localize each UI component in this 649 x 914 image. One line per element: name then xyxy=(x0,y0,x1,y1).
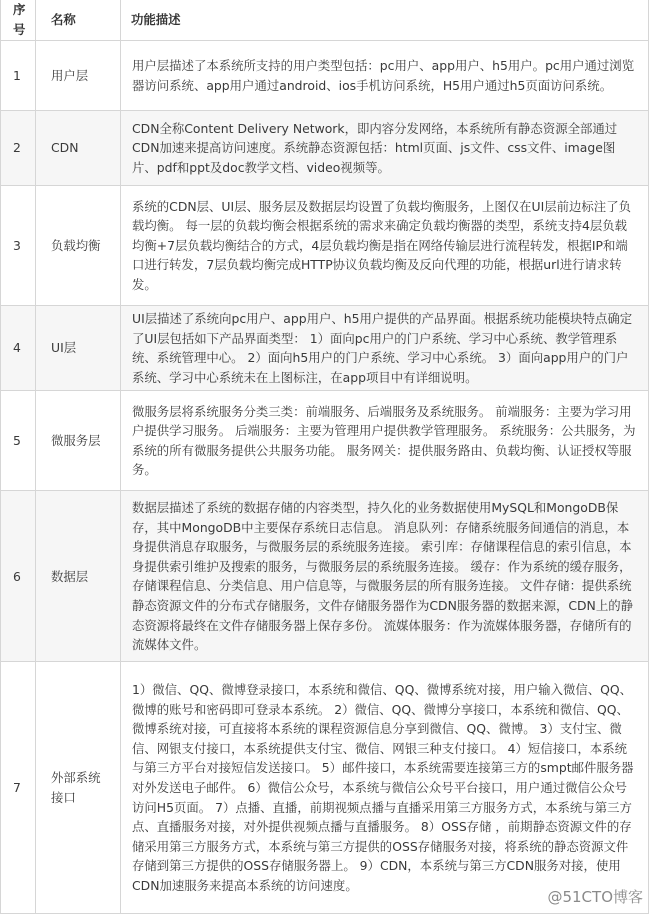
table-row xyxy=(1,391,649,491)
row-name: CDN xyxy=(36,111,121,186)
header-desc: 功能描述 xyxy=(121,0,649,41)
row-seq: 4 xyxy=(1,306,36,391)
row-desc: 系统的CDN层、UI层、服务层及数据层均设置了负载均衡服务，上图仅在UI层前边标注了负载均衡。 每一层的负载均衡会根据系统的需求来确定负载均衡器的类型，系统支持4层负载均衡+7层负载均衡结合的方式，4层负载均衡是指在网络传输层进行流程转发，根据IP和端口进行转发，7层负载均衡完成HTTP协议负载均衡及反向代理的功能，根据url进行请求转发。 xyxy=(121,186,649,306)
table-row xyxy=(1,491,649,662)
watermark: @51CTO博客 xyxy=(547,888,643,906)
row-desc: 微服务层将系统服务分类三类：前端服务、后端服务及系统服务。 前端服务：主要为学习用户提供学习服务。 后端服务：主要为管理用户提供教学管理服务。 系统服务：公共服务，为系统的所有微服务提供公共服务功能。 服务网关：提供服务路由、负载均衡、认证授权等服务。 xyxy=(121,391,649,491)
header-name: 名称 xyxy=(36,0,121,41)
row-desc: CDN全称Content Delivery Network，即内容分发网络，本系统所有静态资源全部通过CDN加速来提高访问速度。系统静态资源包括：html页面、js文件、css文件、image图片、pdf和ppt及doc教学文档、video视频等。 xyxy=(121,111,649,186)
row-seq: 5 xyxy=(1,391,36,491)
table-row xyxy=(1,186,649,306)
table-header-row xyxy=(1,0,649,41)
row-desc: 1）微信、QQ、微博登录接口，本系统和微信、QQ、微博系统对接，用户输入微信、QQ、微博的账号和密码即可登录本系统。 2）微信、QQ、微博分享接口，本系统和微信、QQ、微博系统对接，可直接将本系统的课程资源信息分享到微信、QQ、微博。 3）支付宝、微信、网银支付接口，本系统提供支付宝、微信、网银三种支付接口。 4）短信接口，本系统与第三方平台对接短信发送接口。 5）邮件接口，本系统需要连接第三方的smpt邮件服务器对外发送电子邮件。 6）微信公众号，本系统与微信公众号平台接口，用户通过微信公众号访问H5页面。 7）点播、直播，前期视频点播与直播采用第三方服务方式，本系统与第三方点、直播服务对接，对外提供视频点播与直播服务。 8）OSS存储 ，前期静态资源文件的存储采用第三方服务方式，本系统与第三方提供的OSS存储服务对接，将系统的静态资源文件存储到第三方提供的OSS存储服务器上。 9）CDN，本系统与第三方CDN服务对接，使用CDN加速服务来提高本系统的访问速度。 xyxy=(121,662,649,914)
row-seq: 2 xyxy=(1,111,36,186)
table-row xyxy=(1,306,649,391)
row-name: 数据层 xyxy=(36,491,121,662)
table-row xyxy=(1,662,649,914)
row-name: UI层 xyxy=(36,306,121,391)
table-row xyxy=(1,41,649,111)
row-seq: 3 xyxy=(1,186,36,306)
row-seq: 7 xyxy=(1,662,36,914)
header-seq: 序号 xyxy=(1,0,36,41)
row-desc: 数据层描述了系统的数据存储的内容类型，持久化的业务数据使用MySQL和MongoDB保存，其中MongoDB中主要保存系统日志信息。 消息队列：存储系统服务间通信的消息，本身提供消息存取服务，与微服务层的系统服务连接。 索引库：存储课程信息的索引信息，本身提供索引维护及搜索的服务，与微服务层的系统服务连接。 缓存：作为系统的缓存服务，存储课程信息、分类信息、用户信息等，与微服务层的所有服务连接。 文件存储：提供系统静态资源文件的分布式存储服务，文件存储服务器作为CDN服务器的数据来源，CDN上的静态资源将最终在文件存储服务器上保存多份。 流媒体服务：作为流媒体服务器，存储所有的流媒体文件。 xyxy=(121,491,649,662)
row-name: 用户层 xyxy=(36,41,121,111)
row-name: 微服务层 xyxy=(36,391,121,491)
table-row xyxy=(1,111,649,186)
row-desc: UI层描述了系统向pc用户、app用户、h5用户提供的产品界面。根据系统功能模块特点确定了UI层包括如下产品界面类型： 1）面向pc用户的门户系统、学习中心系统、教学管理系统、系统管理中心。 2）面向h5用户的门户系统、学习中心系统。 3）面向app用户的门户系统、学习中心系统未在上图标注，在app项目中有详细说明。 xyxy=(121,306,649,391)
row-seq: 1 xyxy=(1,41,36,111)
row-name: 负载均衡 xyxy=(36,186,121,306)
row-desc: 用户层描述了本系统所支持的用户类型包括：pc用户、app用户、h5用户。pc用户通过浏览器访问系统、app用户通过android、ios手机访问系统，H5用户通过h5页面访问系统。 xyxy=(121,41,649,111)
row-seq: 6 xyxy=(1,491,36,662)
row-name: 外部系统接口 xyxy=(36,662,121,914)
